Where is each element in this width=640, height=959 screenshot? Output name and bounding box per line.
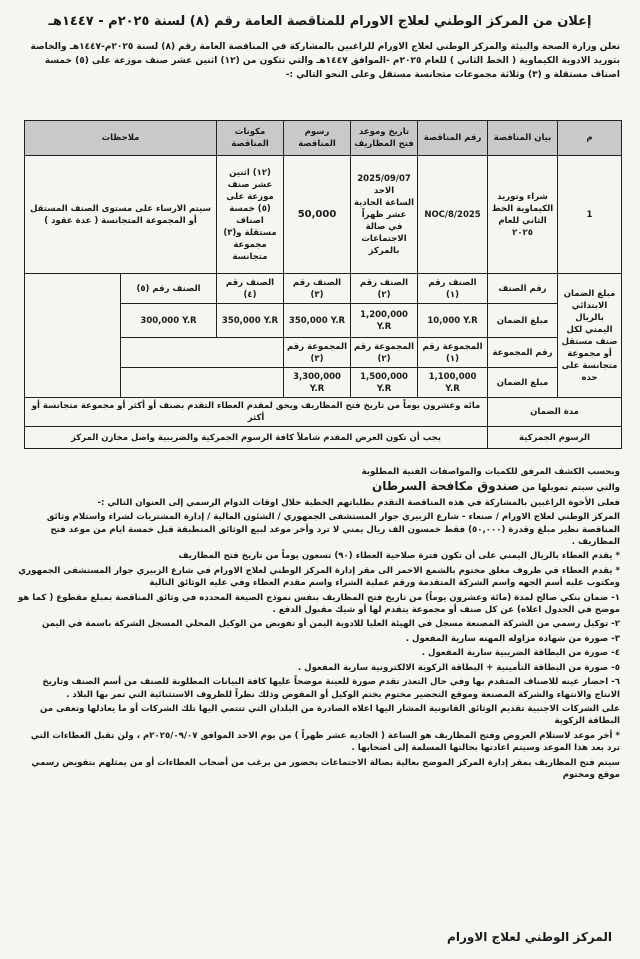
guarantee-label: مبلغ الضمان الابتدائي بالريال اليمني لكل صنف مستقل أو مجموعة متجانسة على حده: [558, 274, 622, 398]
line-6: * يقدم العطاء في ظروف مغلق مختوم بالشمع الاحمر الى مقر إدارة المركز الوطني لعلاج الاورام في شارع الزبيري جوار المستشفى الجمهوري ومكتوب عليه أسم الجهه واسم الشركة المتقدمة ورقم عملية الشراء واسم مقدم العطاء وفي عليه الوثائق التالية: [18, 565, 620, 589]
groups-empty: [121, 338, 284, 368]
row-date-text: الساعة الحادية عشر ظهراً في صالة الاجتماعات بالمركز: [354, 197, 415, 256]
line-11: ٥- صورة من البطاقة التأمينية + البطاقة الزكوية الالكترونية سارية المفعول .: [297, 662, 620, 673]
line-9: ٣- صورة من شهادة مزاوله المهنه سارية المفعول .: [405, 633, 620, 644]
amount-label: مبلغ الضمان: [488, 304, 558, 338]
item-amount-3: 350,000 Y.R: [284, 304, 351, 338]
line-2: [16, 480, 620, 494]
item-1: الصنف رقم (١): [418, 274, 488, 304]
header-fee: رسوم المناقصة: [284, 121, 351, 156]
tender-row: [25, 156, 622, 274]
line-13: على الشركات الاجنبية تقديم الوثائق القانونية المشار اليها اعلاه الصادرة من البلدان التي تنتمي اليها تلك الشركات أو ما يعادلها وتعفى من البطاقة الزكوية: [40, 703, 620, 727]
duration-label: مدة الضمان: [488, 398, 622, 427]
empty-cell: [25, 274, 121, 398]
line-3: فعلى الأخوة الراغبين بالمشاركة في هذه المناقصة التقدم بطلباتهم الخطية خلال اوقات الدوام الرسمي إلى العنوان التالي :-: [97, 497, 620, 508]
intro-paragraph: تعلن وزارة الصحة والبيئة والمركز الوطني لعلاج الاورام للراغبين بالمشاركة في المناقصة العامة رقم (٨) لسنة ٢٠٢٥م-١٤٤٧هـ والخاصة بتوريد الادوية الكيماوية ( الخط الثاني ) للعام ٢٠٢٥م -الموافق ١٤٤٧هـ والتي تتكون من (١٢) اثنين عشر صنف موزعة على (٥) خمسة اصناف مستقلة و (٣) وثلاثة مجموعات متجانسة مستقل وعلى النحو التالي :-: [30, 42, 620, 80]
line-2-text: والتي سيتم تمويلها من: [522, 483, 620, 494]
table-header-row: [25, 121, 622, 156]
item-amount-5: 300,000 Y.R: [121, 304, 217, 338]
item-5: الصنف رقم (٥): [121, 274, 217, 304]
duration-row: [25, 398, 622, 427]
item-amount-2: 1,200,000 Y.R: [351, 304, 418, 338]
header-statement: بيان المناقصة: [488, 121, 558, 156]
item-amount-4: 350,000 Y.R: [217, 304, 284, 338]
header-m: م: [558, 121, 622, 156]
line-1: وبحسب الكشف المرفق للكميات والمواصفات الفنية المطلوبة: [361, 467, 620, 477]
line-12: ٦- احضار عينه للاصناف المتقدم بها وفي حال التعذر تقدم صورة للعينة موضحاً عليها كافة البيانات المطلوبة للصنف من أسم الصنف وتاريخ الانتاج والانتهاء والشركة المصنعة وموقع التحضير مختوم بختم الوكيل أو المفوض وذلك نظراً للظروف الاستثنائية التي تمر بها البلاد .: [42, 677, 620, 700]
duration-text: مائه وعشرون يوماً من تاريخ فتح المظاريف ويحق لمقدم العطاء التقدم بصنف أو أكثر أو مجموعة متجانسة أو أكثر: [25, 398, 488, 427]
notice-body: [16, 466, 620, 783]
group-amounts-empty: [121, 368, 284, 398]
notice-title: إعلان من المركز الوطني لعلاج الاورام للمناقصة العامة رقم (٨) لسنة ٢٠٢٥م - ١٤٤٧هـ: [48, 14, 592, 29]
customs-text: يجب أن تكون العرض المقدم شاملاً كافة الرسوم الجمركية والضريبية واصل مخازن المركز: [25, 427, 488, 449]
row-components: (١٢) اثنين عشر صنف موزعة على (٥) خمسة اصناف مستقلة و(٣) مجموعة متجانسة: [217, 156, 284, 274]
item-4: الصنف رقم (٤): [217, 274, 284, 304]
row-statement: شراء وتوريد الكيماوية الخط الثاني للعام ٢٠٢٥: [488, 156, 558, 274]
item-label: رقم الصنف: [488, 274, 558, 304]
signature: المركز الوطني لعلاج الاورام: [447, 930, 612, 944]
row-date-day: 2025/09/07 الاحد: [357, 173, 411, 196]
customs-row: [25, 427, 622, 449]
item-3: الصنف رقم (٣): [284, 274, 351, 304]
line-7: ١- ضمان بنكي صالح لمدة (مائة وعشرون يوماً) من تاريخ فتح المظاريف بنفس نموذج الصيغة المحدده في وثائق المناقصة بمبلغ مقطوع ( كما هو موضح في الجدول اعلاه) عن كل صنف أو مجموعة يتقدم لها أو شيك مقبول الدفع .: [18, 592, 620, 616]
row-fee: 50,000: [284, 156, 351, 274]
line-10: ٤- صورة من البطاقة الضريبية سارية المفعول .: [421, 648, 620, 659]
group-amount-2: 1,500,000 Y.R: [351, 368, 418, 398]
line-8: ٢- توكيل رسمي من الشركة المصنعة مسجل في الهيئة العليا للادوية اليمن أو تفويض من الوكيل المحلي المسجل الشركة باسمة في اليمن: [41, 619, 620, 630]
row-date: [351, 156, 418, 274]
tender-table: [24, 120, 622, 449]
row-notes: سيتم الارساء على مستوى الصنف المستقل أو المجموعة المتجانسة ( عدة عقود ): [25, 156, 217, 274]
row-number: 1: [558, 156, 622, 274]
item-amount-1: 10,000 Y.R: [418, 304, 488, 338]
line-15: سيتم فتح المظاريف بمقر إدارة المركز الموضح بعالية بصالة الاجتماعات بحضور من يرغب من أصحاب العطاءات أو من يمثلهم بتفويض رسمي موقع ومختوم: [31, 757, 620, 780]
header-date: تاريخ وموعد فتح المظاريف: [351, 121, 418, 156]
items-row: [25, 274, 622, 304]
group-amount-3: 3,300,000 Y.R: [284, 368, 351, 398]
fund-name: صندوق مكافحة السرطان: [372, 479, 520, 494]
line-5: * يقدم العطاء بالريال اليمني على أن تكون فترة صلاحية العطاء (٩٠) تسعون يوماً من تاريخ فتح المظاريف: [178, 551, 620, 562]
group-amount-1: 1,100,000 Y.R: [418, 368, 488, 398]
group-3: المجموعة رقم (٣): [284, 338, 351, 368]
item-2: الصنف رقم (٢): [351, 274, 418, 304]
group-label: رقم المجموعة: [488, 338, 558, 368]
line-4: المركز الوطني لعلاج الاورام / صنعاء - شارع الزبيري جوار المستشفى الجمهوري / الشئون المالية / إدارة المشتريات لشراء واستلام وثائق المناقصة نظير مبلغ وقدرة (٥٠,٠٠٠) فقط خمسون الف ريال يمني لا ترد وأخر موعد لبيع الوثائق المنطبقة قبل خمسة ايام من موعد فتح المظاريف .: [46, 512, 620, 548]
row-tender-number: NOC/8/2025: [418, 156, 488, 274]
line-14: * أخر موعد لاستلام العروض وفتح المظاريف هو الساعة ( الحاديه عشر ظهراً ) من يوم الاحد الموافق ٢٠٢٥/٠٩/٠٧م ، ولن تقبل العطاءات التي ترد بعد هذا الموعد وسيتم اعادتها بحالتها المسلمة إلى اصحابها .: [30, 730, 620, 754]
header-components: مكونات المناقصة: [217, 121, 284, 156]
customs-label: الرسوم الجمركية: [488, 427, 622, 449]
group-1: المجموعة رقم (١): [418, 338, 488, 368]
group-2: المجموعة رقم (٢): [351, 338, 418, 368]
header-notes: ملاحظات: [25, 121, 217, 156]
header-number: رقم المناقصة: [418, 121, 488, 156]
group-amount-label: مبلغ الضمان: [488, 368, 558, 398]
